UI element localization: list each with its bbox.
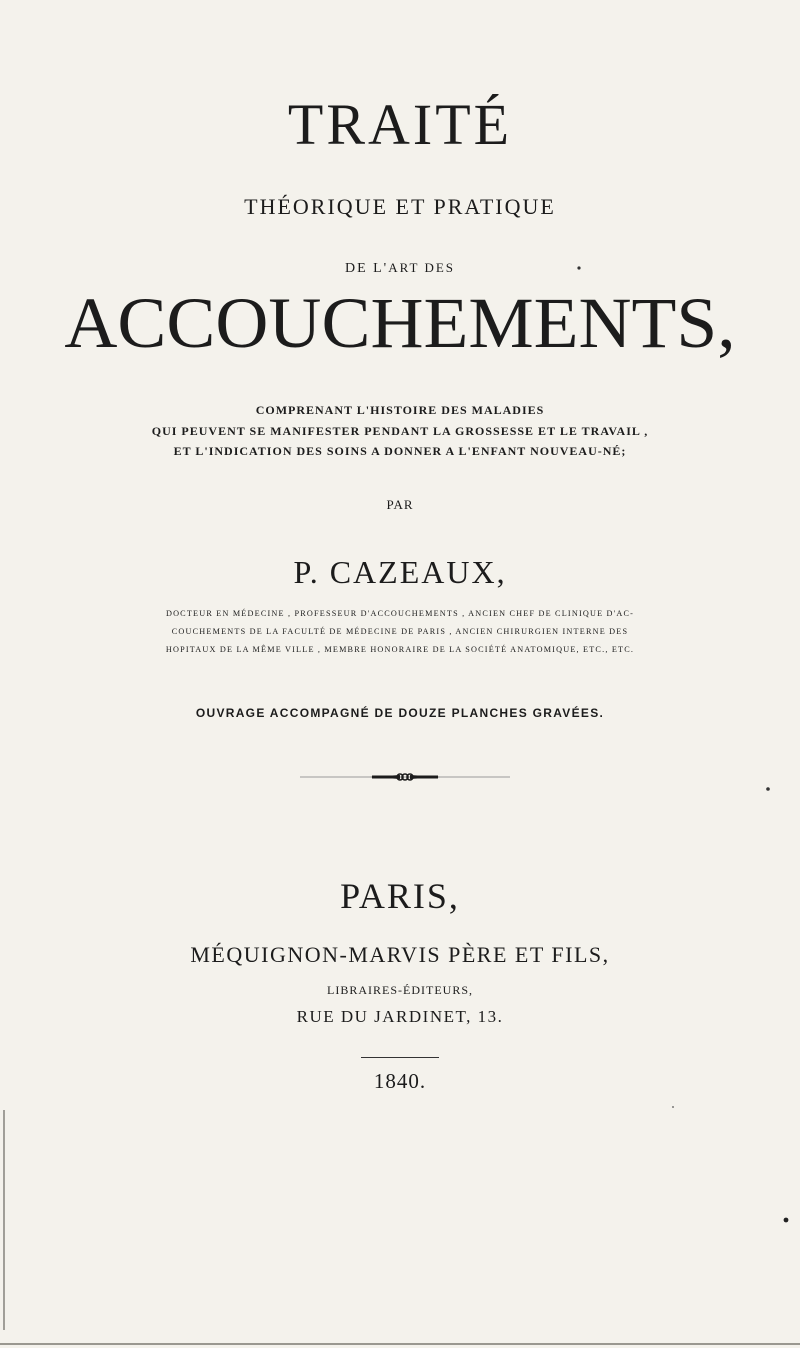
- publisher-address: RUE DU JARDINET, 13.: [296, 1007, 504, 1026]
- main-subject: ACCOUCHEMENTS,: [64, 283, 736, 363]
- de-lart-prefix: DE L': [344, 261, 389, 276]
- by-label: PAR: [386, 497, 414, 512]
- description-line-2: QUI PEUVENT SE MANIFESTER PENDANT LA GROSSESSE ET LE TRAVAIL ,: [151, 424, 649, 438]
- book-title: TRAITÉ: [287, 92, 513, 157]
- publisher-role: LIBRAIRES-ÉDITEURS,: [327, 983, 473, 997]
- credentials-line-2: COUCHEMENTS DE LA FACULTÉ DE MÉDECINE DE PARIS , ANCIEN CHIRURGIEN INTERNE DES: [171, 627, 629, 636]
- description-line-1: COMPRENANT L'HISTOIRE DES MALADIES: [255, 403, 545, 417]
- short-divider: [361, 1057, 439, 1058]
- de-lart-word: ART DES: [388, 260, 456, 275]
- plates-note: OUVRAGE ACCOMPAGNÉ DE DOUZE PLANCHES GRAVÉES.: [195, 706, 605, 720]
- description-line-3: ET L'INDICATION DES SOINS A DONNER A L'ENFANT NOUVEAU-NÉ;: [173, 444, 627, 458]
- publisher-name: MÉQUIGNON-MARVIS PÈRE ET FILS,: [190, 942, 610, 967]
- publication-year: 1840.: [373, 1069, 427, 1093]
- author-name: P. CAZEAUX,: [293, 554, 507, 590]
- page-bottom-edge: [0, 1343, 800, 1345]
- publication-city: PARIS,: [340, 876, 460, 916]
- de-lart-des: [0, 259, 800, 278]
- book-subtitle: THÉORIQUE ET PRATIQUE: [244, 194, 556, 219]
- credentials-line-1: DOCTEUR EN MÉDECINE , PROFESSEUR D'ACCOUCHEMENTS , ANCIEN CHEF DE CLINIQUE D'AC-: [165, 609, 635, 618]
- credentials-line-3: HOPITAUX DE LA MÊME VILLE , MEMBRE HONORAIRE DE LA SOCIÉTÉ ANATOMIQUE, ETC., ETC.: [165, 645, 635, 654]
- ornament-rule: [300, 770, 510, 784]
